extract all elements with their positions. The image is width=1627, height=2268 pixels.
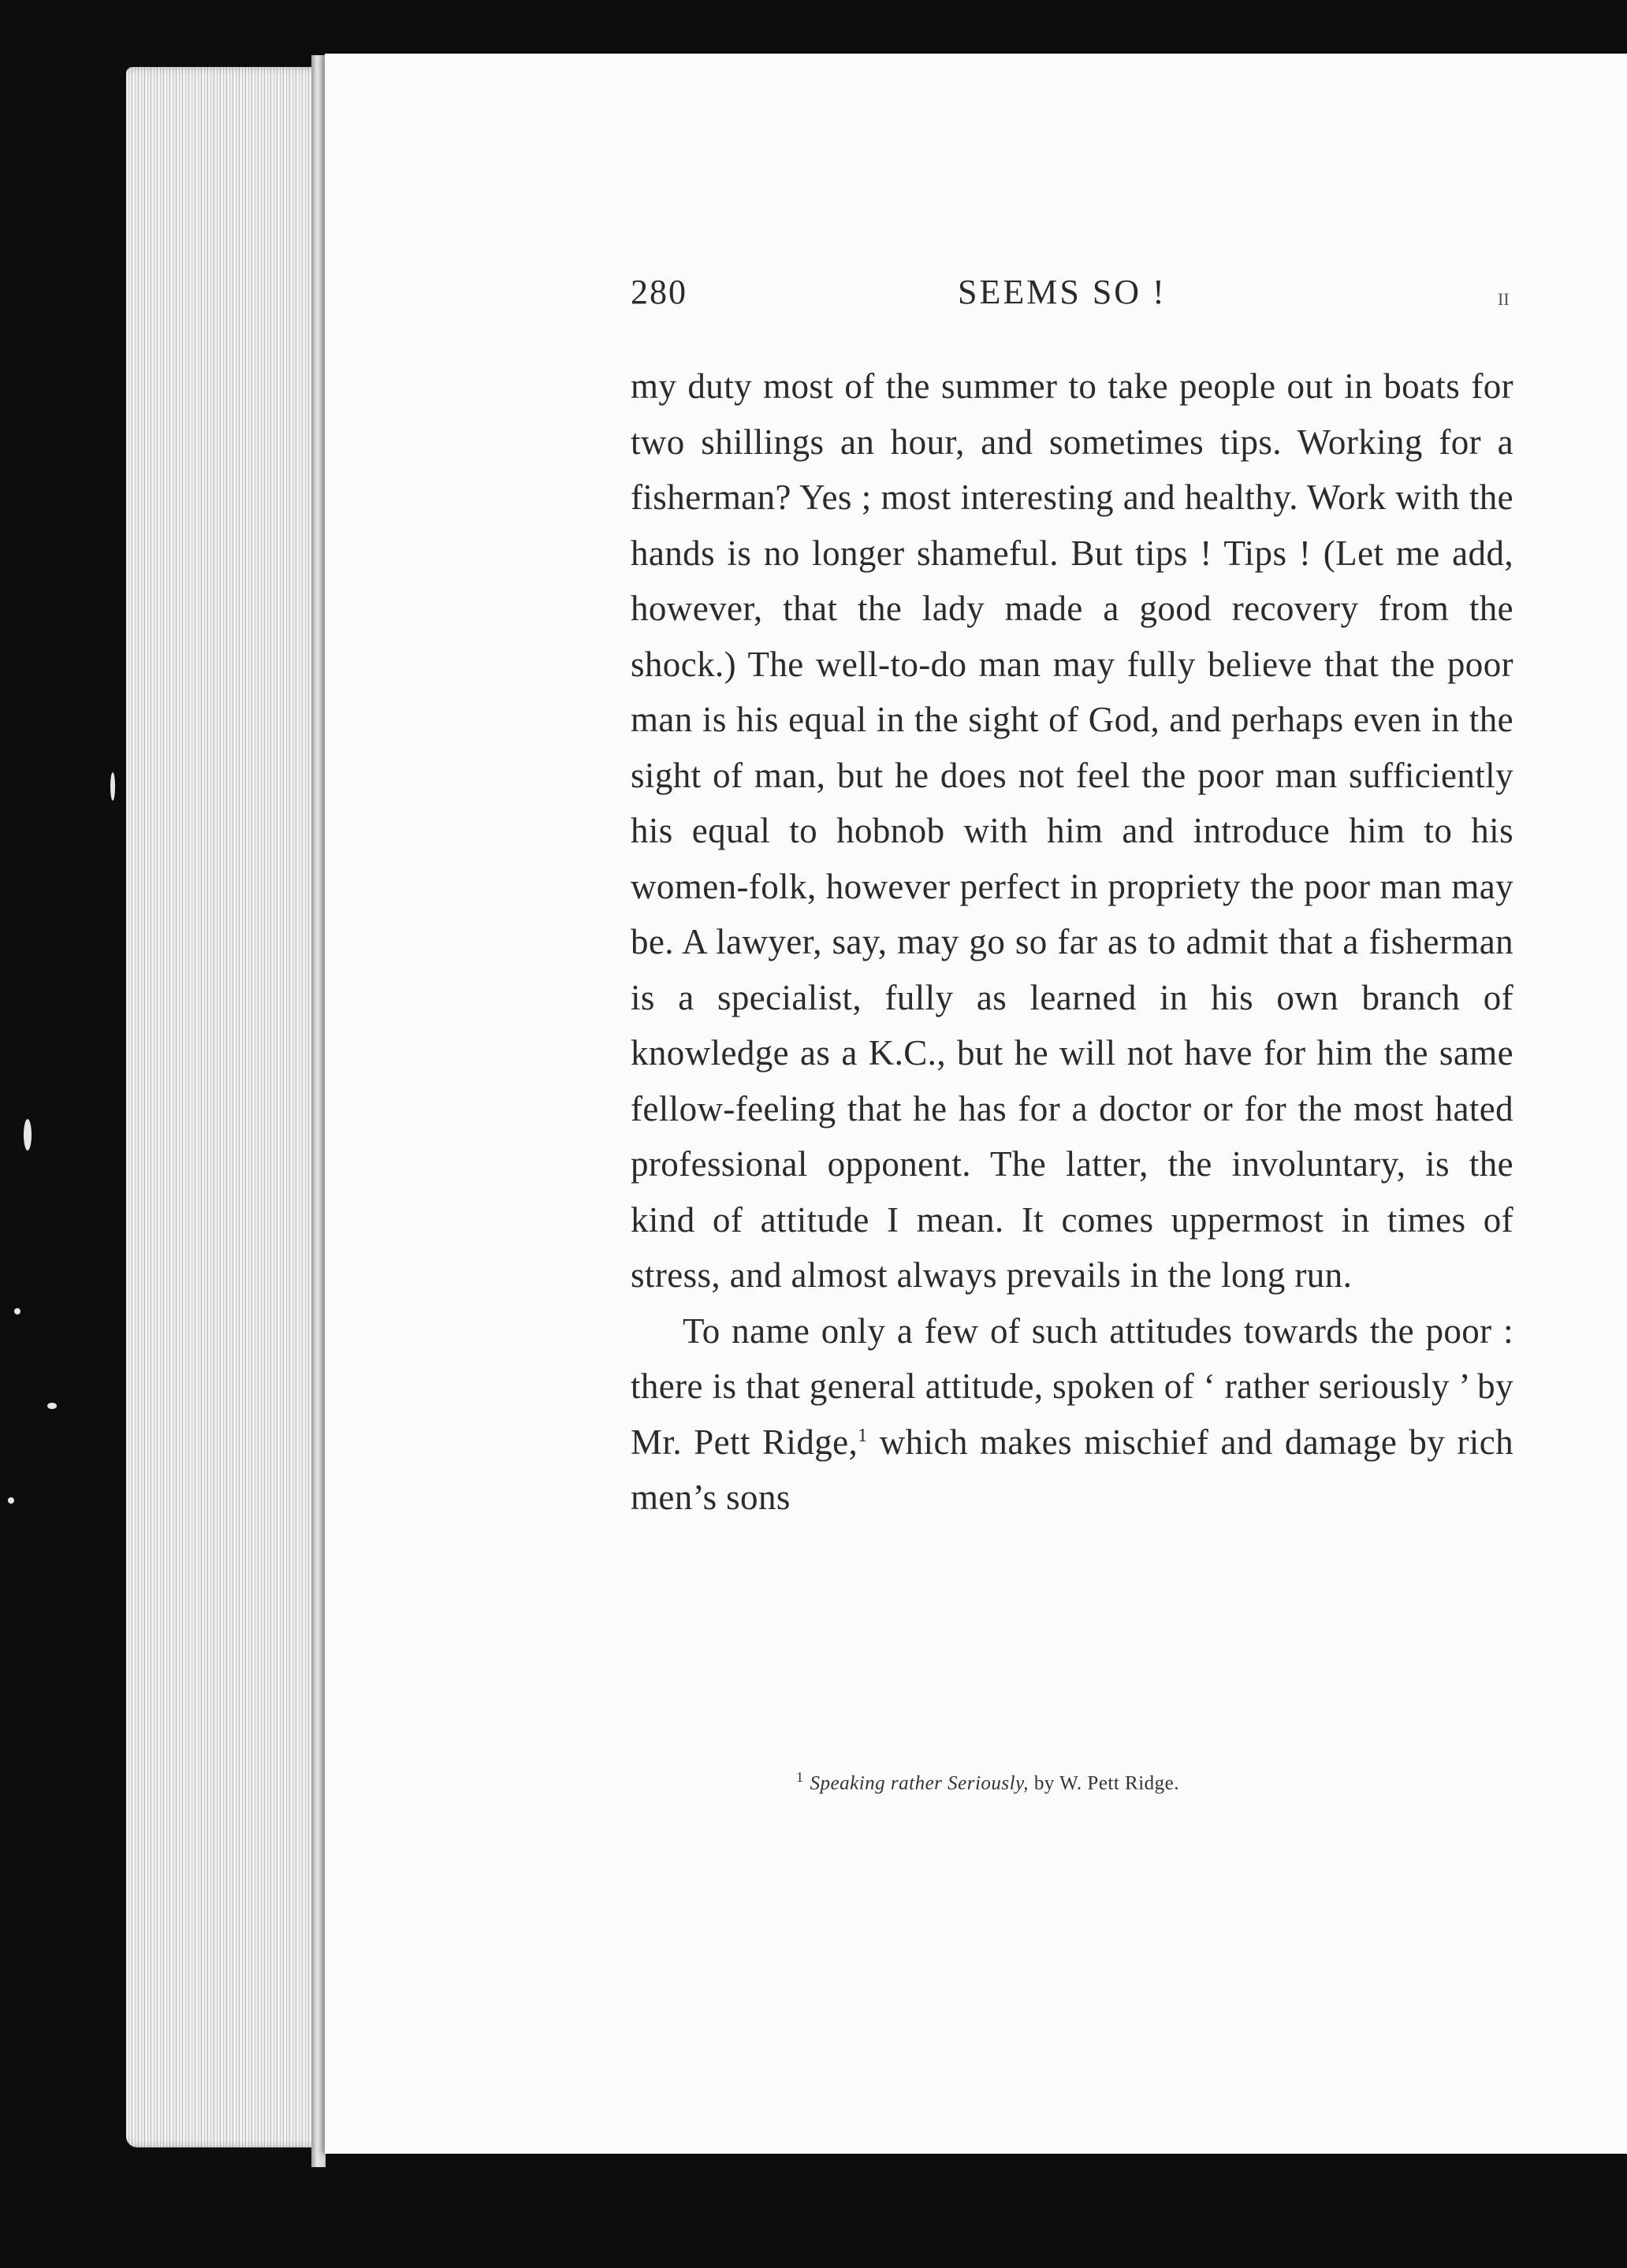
footnote-title: Speaking rather Seriously,	[810, 1772, 1029, 1794]
running-title: SEEMS SO !	[958, 273, 1167, 311]
dust-speck	[8, 1497, 14, 1504]
paragraph: my duty most of the summer to take people out in boats for two shillings an hour, and sometimes tips. Working for a fisherman? Yes ; most interesting and healthy. Work with the hands is no longer shameful. But tips ! Tips ! (Let me add, however, that the lady made a good recovery from the shock.) The well-to-do man may fully believe that the poor man is his equal in the sight of God, and perhaps even in the sight of man, but he does not feel the poor man sufficiently his equal to hobnob with him and introduce him to his women-folk, however perfect in propriety the poor man may be. A lawyer, say, may go so far as to admit that a fisherman is a specialist, fully as learned in his own branch of knowledge as a K.C., but he will not have for him the same fellow-feeling that he has for a doctor or for the most hated professional opponent. The latter, the involuntary, is the kind of attitude I mean. It comes uppermost in times of stress, and almost always prevails in the long run.	[631, 366, 1513, 1295]
footnote-reference: 1	[858, 1425, 868, 1446]
dust-speck	[47, 1403, 57, 1409]
signature-mark: II	[1498, 289, 1510, 309]
page-number: 280	[631, 273, 687, 311]
running-head	[631, 272, 1521, 327]
body-text	[631, 359, 1513, 1526]
dust-speck	[110, 772, 115, 801]
footnote	[796, 1769, 1506, 1794]
footnote-text: by W. Pett Ridge.	[1029, 1772, 1180, 1794]
paragraph-text: which makes mischief and damage by rich men’s sons	[631, 1422, 1513, 1517]
paragraph	[631, 1303, 1513, 1526]
footnote-marker: 1	[796, 1769, 804, 1785]
book-page-edges	[126, 67, 327, 2147]
paragraph-text: To name only a few of such attitudes towards the poor : there is that general attitude, spoken of ‘ rather seriously ’ by Mr. Pett Ridge,	[631, 1311, 1513, 1462]
dust-speck	[14, 1308, 20, 1314]
dust-speck	[24, 1119, 32, 1151]
page-gutter-edge	[311, 55, 326, 2167]
